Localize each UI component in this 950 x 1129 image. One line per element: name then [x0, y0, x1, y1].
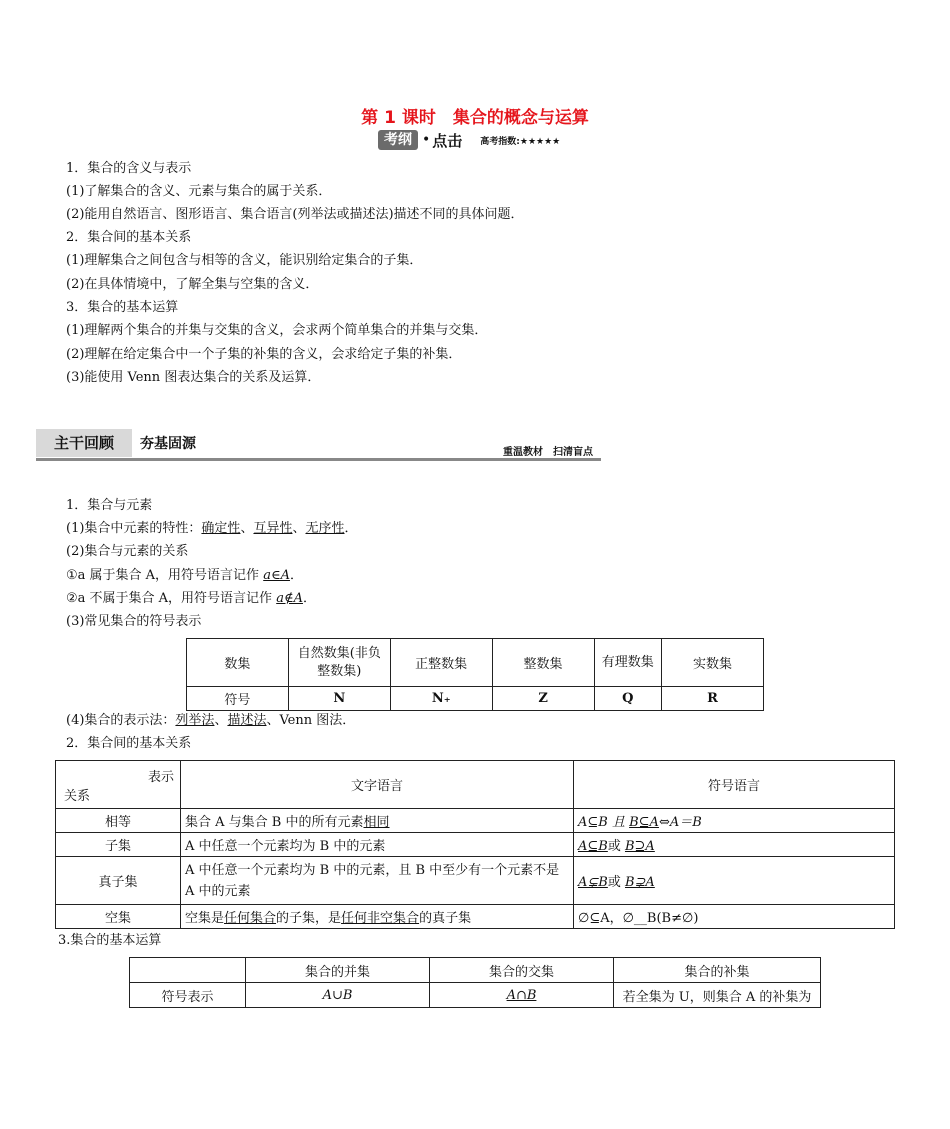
- answer-blank: a∈A: [263, 568, 290, 583]
- content-heading: 2．集合间的基本关系: [66, 736, 192, 751]
- outline-label: 点击: [432, 131, 463, 150]
- outline-item: (2)在具体情境中，了解全集与空集的含义．: [66, 277, 319, 292]
- bullet-icon: •: [422, 132, 431, 148]
- content-line: (3)常见集合的符号表示: [66, 614, 202, 629]
- section-subtitle: 夯基固源: [140, 436, 196, 452]
- answer-blank: 无序性: [305, 521, 345, 536]
- answer-blank: 确定性: [201, 521, 241, 536]
- content-heading: 3.集合的基本运算: [58, 933, 162, 948]
- content-line: (2)集合与元素的关系: [66, 544, 189, 559]
- content-line: ②a 不属于集合 A，用符号语言记作 a∉A．: [66, 591, 316, 606]
- section-tagline: 重温教材 扫清盲点: [503, 447, 593, 458]
- outline-item: 2．集合间的基本关系: [66, 230, 192, 245]
- section-title: 主干回顾: [36, 429, 132, 457]
- answer-blank: 列举法: [175, 713, 215, 728]
- outline-item: (2)理解在给定集合中一个子集的补集的含义，会求给定子集的补集．: [66, 347, 462, 362]
- outline-item: (1)了解集合的含义、元素与集合的属于关系．: [66, 184, 332, 199]
- outline-item: (1)理解两个集合的并集与交集的含义，会求两个简单集合的并集与交集．: [66, 323, 488, 338]
- page-title: 第 1 课时 集合的概念与运算: [361, 108, 589, 128]
- outline-item: 1．集合的含义与表示: [66, 161, 192, 176]
- content-line: ①a 属于集合 A，用符号语言记作 a∈A．: [66, 568, 303, 583]
- exam-outline-header: [378, 130, 560, 150]
- outline-item: (3)能使用 Venn 图表达集合的关系及运算．: [66, 370, 321, 385]
- outline-item: (1)理解集合之间包含与相等的含义，能识别给定集合的子集．: [66, 253, 423, 268]
- number-set-table: 数集 自然数集(非负整数集) 正整数集 整数集 有理数集 实数集 符号 N N₊ Z Q R: [186, 638, 764, 711]
- answer-blank: 互异性: [253, 521, 293, 536]
- content-line: (1)集合中元素的特性：确定性、互异性、无序性．: [66, 521, 358, 536]
- exam-index: 高考指数:★★★★★: [480, 136, 561, 147]
- outline-item: 3．集合的基本运算: [66, 300, 179, 315]
- content-line: (4)集合的表示法：列举法、描述法、Venn 图法．: [66, 713, 356, 728]
- outline-badge: 考纲: [378, 130, 418, 150]
- operation-table: 集合的并集 集合的交集 集合的补集 符号表示 A∪B A∩B 若全集为 U，则集合 A 的补集为: [129, 957, 821, 1008]
- outline-item: (2)能用自然语言、图形语言、集合语言(列举法或描述法)描述不同的具体问题．: [66, 207, 524, 222]
- section-divider: [36, 458, 601, 461]
- relation-table: 表示 关系 文字语言 符号语言 相等 集合 A 与集合 B 中的所有元素相同 A⊆B 且 B⊆A⇔A＝B 子集 A 中任意一个元素均为 B 中的元素 A⊆B或 B⊇A 真子集 A 中任意一个元素均为 B 中的元素，且 B 中至少有一个元素不是 A 中的元素 A⊊B或 B⊋A 空集 空集是任何集合的子集，是任何非空集合的真子集 ∅⊆A，∅__B(B≠∅): [55, 760, 895, 929]
- answer-blank: 描述法: [227, 713, 267, 728]
- section-header: [36, 429, 601, 461]
- answer-blank: a∉A: [276, 591, 303, 606]
- content-heading: 1．集合与元素: [66, 498, 153, 513]
